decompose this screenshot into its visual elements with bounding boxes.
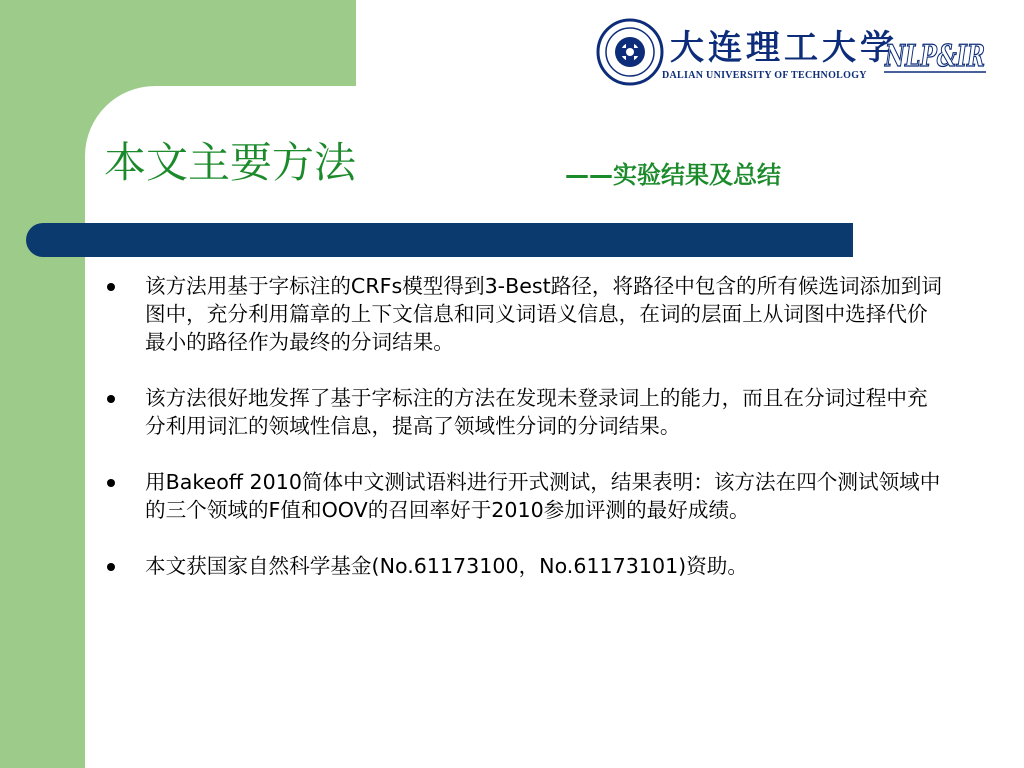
bullet-list xyxy=(103,272,953,608)
university-seal-icon xyxy=(596,18,664,86)
bullet-item xyxy=(103,552,953,580)
bullet-text: 该方法很好地发挥了基于字标注的方法在发现未登录词上的能力，而且在分词过程中充分利用词汇的领域性信息，提高了领域性分词的分词结果。 xyxy=(145,386,928,438)
bullet-item xyxy=(103,384,953,440)
bullet-text: 本文获国家自然科学基金(No.61173100，No.61173101)资助。 xyxy=(145,554,748,578)
slide-subtitle: ——实验结果及总结 xyxy=(565,161,781,189)
slide-title: 本文主要方法 xyxy=(104,138,357,187)
bullet-text: 该方法用基于字标注的CRFs模型得到3-Best路径，将路径中包含的所有候选词添加到词图中，充分利用篇章的上下文信息和同义词语义信息，在词的层面上从词图中选择代价最小的路径作为最终的分词结果。 xyxy=(145,274,942,354)
title-divider-bar xyxy=(26,223,853,257)
bullet-item xyxy=(103,272,953,356)
bullet-dot-icon xyxy=(107,563,115,571)
header-logo-area xyxy=(596,16,996,88)
university-name-cn: 大连理工大学 xyxy=(670,28,898,68)
bullet-dot-icon xyxy=(107,395,115,403)
nlp-ir-logo-text: NLP&IR xyxy=(884,39,985,74)
nlp-ir-lab-logo xyxy=(880,30,990,80)
university-name-en: DALIAN UNIVERSITY OF TECHNOLOGY xyxy=(662,70,867,81)
bullet-item xyxy=(103,468,953,524)
bullet-dot-icon xyxy=(107,283,115,291)
bullet-text: 用Bakeoff 2010简体中文测试语料进行开式测试，结果表明：该方法在四个测试领域中的三个领域的F值和OOV的召回率好于2010参加评测的最好成绩。 xyxy=(145,470,941,522)
bullet-dot-icon xyxy=(107,479,115,487)
